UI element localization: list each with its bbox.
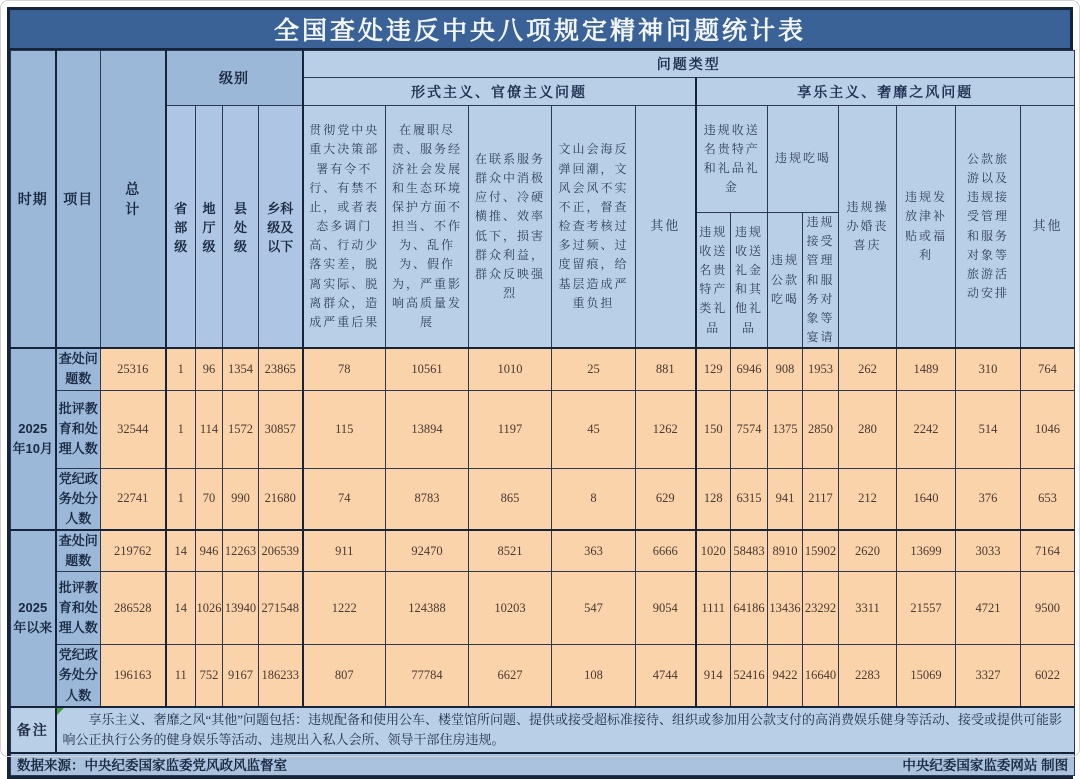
value-cell: 262: [839, 348, 897, 390]
value-cell: 363: [552, 530, 636, 572]
value-cell: 186233: [259, 645, 303, 707]
value-cell: 914: [696, 645, 731, 707]
value-cell: 1: [166, 348, 196, 390]
header-formalism-col-other: 其他: [636, 106, 696, 349]
data-table: [10, 50, 1075, 776]
header-gift-sub-specialty: 违规收送名贵特产类礼品: [696, 213, 731, 349]
value-cell: 990: [223, 468, 259, 530]
item-cell: 党纪政务处分人数: [56, 645, 101, 707]
header-gift-sub-cash: 违规收送礼金和其他礼品: [731, 213, 768, 349]
value-cell: 1375: [768, 390, 803, 468]
value-cell: 3311: [839, 572, 897, 645]
value-cell: 52416: [731, 645, 768, 707]
value-cell: 9500: [1021, 572, 1075, 645]
value-cell: 22741: [101, 468, 166, 530]
value-cell: 1046: [1021, 390, 1075, 468]
value-cell: 514: [956, 390, 1021, 468]
item-cell: 党纪政务处分人数: [56, 468, 101, 530]
value-cell: 1: [166, 390, 196, 468]
value-cell: 6946: [731, 348, 768, 390]
value-cell: 129: [696, 348, 731, 390]
value-cell: 1197: [469, 390, 552, 468]
header-total-label: 总计: [125, 181, 141, 218]
value-cell: 7574: [731, 390, 768, 468]
value-cell: 32544: [101, 390, 166, 468]
footer-row: [11, 753, 1075, 775]
value-cell: 8910: [768, 530, 803, 572]
value-cell: 150: [696, 390, 731, 468]
value-cell: 9167: [223, 645, 259, 707]
value-cell: 6022: [1021, 645, 1075, 707]
value-cell: 74: [303, 468, 386, 530]
notes-text: 享乐主义、奢靡之风“其他”问题包括：违规配备和使用公车、楼堂馆所问题、提供或接受超标准接待、组织或参加用公款支付的高消费娱乐健身等活动、接受或提供可能影响公正执行公务的健身娱乐等活动、违规出入私人会所、领导干部住房违规。: [62, 711, 1063, 747]
value-cell: 1262: [636, 390, 696, 468]
value-cell: 547: [552, 572, 636, 645]
value-cell: 1020: [696, 530, 731, 572]
table-row: [11, 530, 1075, 572]
item-cell: 查处问题数: [56, 530, 101, 572]
value-cell: 1572: [223, 390, 259, 468]
value-cell: 2242: [897, 390, 956, 468]
value-cell: 310: [956, 348, 1021, 390]
header-item: 项目: [56, 51, 101, 349]
value-cell: 946: [196, 530, 223, 572]
value-cell: 21557: [897, 572, 956, 645]
value-cell: 9422: [768, 645, 803, 707]
header-gift-group: 违规收送名贵特产和礼品礼金: [696, 106, 768, 213]
chart-credit: 中央纪委国家监委网站 制图: [902, 758, 1069, 774]
value-cell: 881: [636, 348, 696, 390]
value-cell: 114: [196, 390, 223, 468]
value-cell: 64186: [731, 572, 768, 645]
footer-cell: [11, 753, 1075, 775]
header-period: 时期: [11, 51, 56, 349]
value-cell: 3327: [956, 645, 1021, 707]
header-meal-sub-banquet: 违规接受管理和服务对象等宴请: [803, 213, 839, 349]
header-level-group: 级别: [166, 51, 303, 106]
period-cell: 2025年以来: [11, 530, 56, 707]
value-cell: 865: [469, 468, 552, 530]
item-cell: 批评教育和处理人数: [56, 572, 101, 645]
value-cell: 25: [552, 348, 636, 390]
header-allowance-col: 违规发放津补贴或福利: [897, 106, 956, 349]
value-cell: 10203: [469, 572, 552, 645]
header-wedding-col: 违规操办婚丧喜庆: [839, 106, 897, 349]
value-cell: 14: [166, 530, 196, 572]
value-cell: 376: [956, 468, 1021, 530]
value-cell: 8783: [386, 468, 469, 530]
value-cell: 1111: [696, 572, 731, 645]
value-cell: 1222: [303, 572, 386, 645]
header-row-1: [11, 51, 1075, 78]
value-cell: 1489: [897, 348, 956, 390]
header-formalism-group: 形式主义、官僚主义问题: [303, 78, 696, 106]
table-row: [11, 572, 1075, 645]
header-formalism-col-duty: 在履职尽责、服务经济社会发展和生态环境保护方面不担当、不作为、乱作为、假作为，严重影响高质量发展: [386, 106, 469, 349]
header-hedonism-group: 享乐主义、奢靡之风问题: [696, 78, 1075, 106]
value-cell: 15902: [803, 530, 839, 572]
value-cell: 196163: [101, 645, 166, 707]
header-hedonism-other-col: 其他: [1021, 106, 1075, 349]
value-cell: 752: [196, 645, 223, 707]
value-cell: 911: [303, 530, 386, 572]
value-cell: 219762: [101, 530, 166, 572]
value-cell: 1010: [469, 348, 552, 390]
green-corner-marker: [57, 708, 64, 715]
value-cell: 58483: [731, 530, 768, 572]
item-cell: 批评教育和处理人数: [56, 390, 101, 468]
value-cell: 124388: [386, 572, 469, 645]
value-cell: 908: [768, 348, 803, 390]
value-cell: 1354: [223, 348, 259, 390]
value-cell: 653: [1021, 468, 1075, 530]
value-cell: 23292: [803, 572, 839, 645]
value-cell: 25316: [101, 348, 166, 390]
value-cell: 11: [166, 645, 196, 707]
value-cell: 1026: [196, 572, 223, 645]
value-cell: 8: [552, 468, 636, 530]
value-cell: 13436: [768, 572, 803, 645]
value-cell: 212: [839, 468, 897, 530]
table-row: [11, 390, 1075, 468]
value-cell: 941: [768, 468, 803, 530]
value-cell: 30857: [259, 390, 303, 468]
value-cell: 115: [303, 390, 386, 468]
value-cell: 13894: [386, 390, 469, 468]
value-cell: 21680: [259, 468, 303, 530]
header-meal-sub-public: 违规公款吃喝: [768, 213, 803, 349]
value-cell: 13940: [223, 572, 259, 645]
header-level-county: 县处级: [223, 106, 259, 349]
notes-label: 备注: [11, 707, 56, 753]
notes-text-cell: [56, 707, 1075, 753]
value-cell: 45: [552, 390, 636, 468]
value-cell: 2850: [803, 390, 839, 468]
value-cell: 4721: [956, 572, 1021, 645]
value-cell: 629: [636, 468, 696, 530]
value-cell: 13699: [897, 530, 956, 572]
value-cell: 1953: [803, 348, 839, 390]
value-cell: 6627: [469, 645, 552, 707]
header-travel-col: 公款旅游以及违规接受管理和服务对象等旅游活动安排: [956, 106, 1021, 349]
notes-row: [11, 707, 1075, 753]
value-cell: 280: [839, 390, 897, 468]
value-cell: 14: [166, 572, 196, 645]
value-cell: 77784: [386, 645, 469, 707]
value-cell: 7164: [1021, 530, 1075, 572]
value-cell: 286528: [101, 572, 166, 645]
period-cell: 2025年10月: [11, 348, 56, 530]
value-cell: 10561: [386, 348, 469, 390]
value-cell: 78: [303, 348, 386, 390]
header-meal-group: 违规吃喝: [768, 106, 839, 213]
table-body: [11, 348, 1075, 706]
value-cell: 108: [552, 645, 636, 707]
header-formalism-col-meetings: 文山会海反弹回潮，文风会风不实不正，督查检查考核过多过频、过度留痕，给基层造成严重负担: [552, 106, 636, 349]
value-cell: 15069: [897, 645, 956, 707]
value-cell: 1640: [897, 468, 956, 530]
value-cell: 12263: [223, 530, 259, 572]
value-cell: 70: [196, 468, 223, 530]
value-cell: 1: [166, 468, 196, 530]
table-row: [11, 468, 1075, 530]
value-cell: 16640: [803, 645, 839, 707]
value-cell: 807: [303, 645, 386, 707]
header-formalism-col-policy: 贯彻党中央重大决策部署有令不行、有禁不止，或者表态多调门高、行动少落实差，脱离实际、脱离群众，造成严重后果: [303, 106, 386, 349]
data-source: 数据来源：中央纪委国家监委党风政风监督室: [17, 758, 287, 774]
value-cell: 3033: [956, 530, 1021, 572]
header-level-prefecture: 地厅级: [196, 106, 223, 349]
value-cell: 2283: [839, 645, 897, 707]
value-cell: 2117: [803, 468, 839, 530]
value-cell: 9054: [636, 572, 696, 645]
value-cell: 6666: [636, 530, 696, 572]
page-title: 全国查处违反中央八项规定精神问题统计表: [10, 10, 1070, 50]
value-cell: 6315: [731, 468, 768, 530]
value-cell: 8521: [469, 530, 552, 572]
value-cell: 271548: [259, 572, 303, 645]
table-row: [11, 645, 1075, 707]
header-level-province: 省部级: [166, 106, 196, 349]
value-cell: 2620: [839, 530, 897, 572]
value-cell: 96: [196, 348, 223, 390]
statistics-table: [7, 7, 1073, 779]
value-cell: 4744: [636, 645, 696, 707]
item-cell: 查处问题数: [56, 348, 101, 390]
value-cell: 92470: [386, 530, 469, 572]
value-cell: 128: [696, 468, 731, 530]
header-problem-type: 问题类型: [303, 51, 1075, 78]
header-level-township: 乡科级及以下: [259, 106, 303, 349]
value-cell: 23865: [259, 348, 303, 390]
value-cell: 764: [1021, 348, 1075, 390]
value-cell: 206539: [259, 530, 303, 572]
header-row-3: [11, 106, 1075, 213]
table-row: [11, 348, 1075, 390]
header-total: [101, 51, 166, 349]
header-formalism-col-masses: 在联系服务群众中消极应付、冷硬横推、效率低下，损害群众利益，群众反映强烈: [469, 106, 552, 349]
